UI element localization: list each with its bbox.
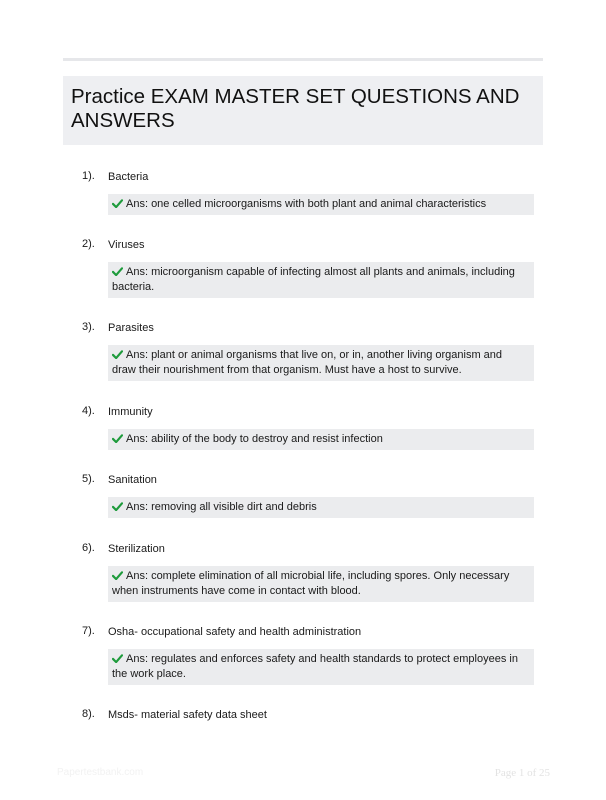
check-icon <box>112 199 123 208</box>
document-title: Practice EXAM MASTER SET QUESTIONS AND ANSWERS <box>71 85 520 132</box>
question-text: Viruses <box>108 239 145 251</box>
answer-text: Ans: complete elimination of all microbial life, including spores. Only necessary when instruments have come in contact with blood. <box>112 570 510 597</box>
answer-box <box>108 194 534 215</box>
answer-text: Ans: removing all visible dirt and debris <box>126 501 317 513</box>
check-icon <box>112 267 123 276</box>
question-number: 7). <box>82 625 95 637</box>
question-text: Parasites <box>108 322 154 334</box>
answer-box <box>108 566 534 602</box>
question-text: Osha- occupational safety and health administration <box>108 626 362 638</box>
question-number: 1). <box>82 170 95 182</box>
question-text: Sterilization <box>108 543 165 555</box>
question-text: Msds- material safety data sheet <box>108 709 267 721</box>
question-text: Sanitation <box>108 474 157 486</box>
title-banner <box>63 76 543 145</box>
header-rule <box>63 58 543 61</box>
check-icon <box>112 350 123 359</box>
answer-text: Ans: microorganism capable of infecting almost all plants and animals, including bacteria. <box>112 266 515 293</box>
answer-text: Ans: one celled microorganisms with both plant and animal characteristics <box>126 198 487 210</box>
answer-text: Ans: ability of the body to destroy and resist infection <box>126 433 383 445</box>
page-number: Page 1 of 25 <box>494 767 550 779</box>
check-icon <box>112 571 123 580</box>
answer-box <box>108 497 534 518</box>
question-number: 6). <box>82 542 95 554</box>
question-number: 4). <box>82 405 95 417</box>
check-icon <box>112 502 123 511</box>
answer-box <box>108 429 534 450</box>
check-icon <box>112 434 123 443</box>
answer-box <box>108 345 534 381</box>
question-number: 8). <box>82 708 95 720</box>
question-text: Bacteria <box>108 171 149 183</box>
question-text: Immunity <box>108 406 153 418</box>
check-icon <box>112 654 123 663</box>
answer-box <box>108 649 534 685</box>
answer-box <box>108 262 534 298</box>
answer-text: Ans: regulates and enforces safety and health standards to protect employees in the work place. <box>112 653 518 680</box>
question-number: 2). <box>82 238 95 250</box>
footer-watermark: Papertestbank.com <box>57 767 144 778</box>
question-number: 5). <box>82 473 95 485</box>
answer-text: Ans: plant or animal organisms that live on, or in, another living organism and draw their nourishment from that organism. Must have a host to survive. <box>112 349 503 376</box>
question-number: 3). <box>82 321 95 333</box>
